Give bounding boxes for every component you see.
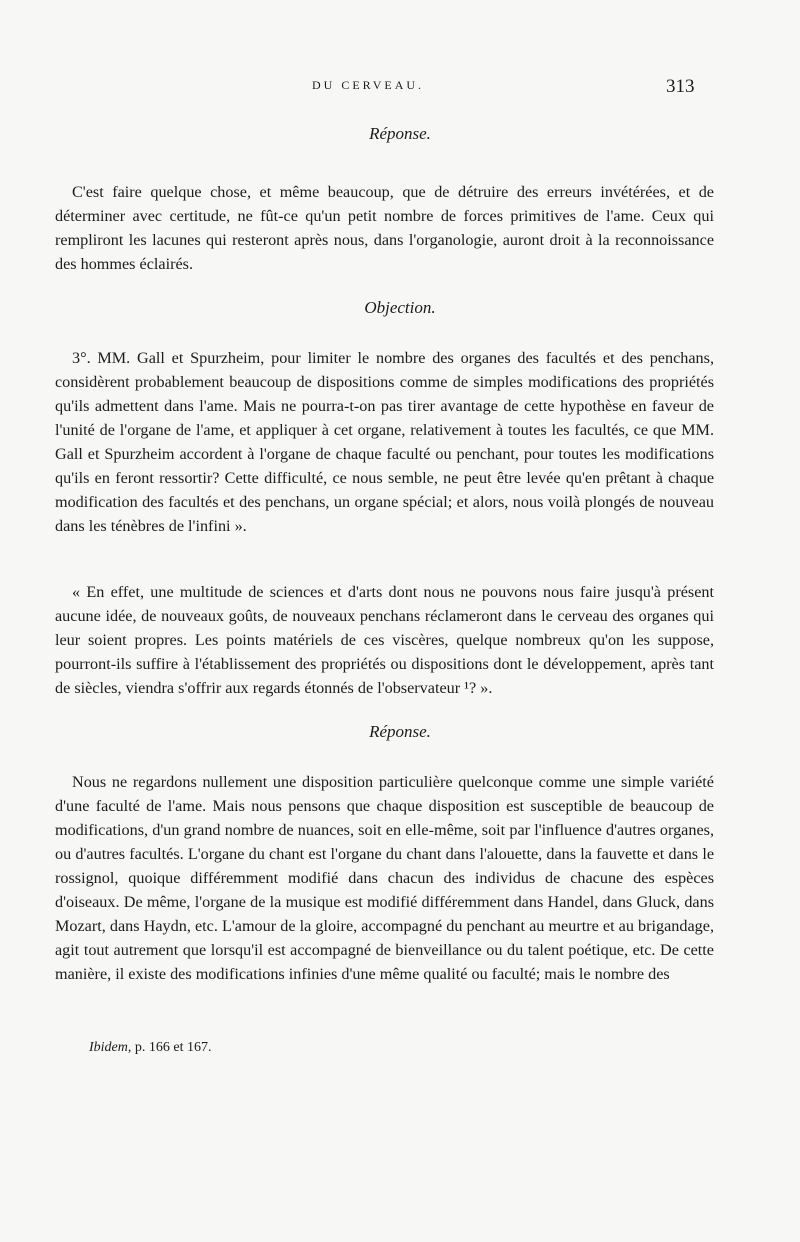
paragraph-text: « En effet, une multitude de sciences et d'arts dont nous ne pouvons nous faire jusqu'à présent aucune idée, de nouveaux goûts, de nouveaux penchans réclameront dans le cerveau des organes qui leur soient propres. Les points matériels de ces viscères, quelque nombreux qu'on les suppose, pourront-ils suffire à l'établissement des propriétés ou dispositions dont le développement, après tant de siècles, viendra s'offrir aux regards étonnés de l'observateur ¹? ».	[55, 583, 714, 697]
running-title: DU CERVEAU.	[312, 78, 425, 92]
paragraph-text: 3°. MM. Gall et Spurzheim, pour limiter le nombre des organes des facultés et des penchans, considèrent probablement beaucoup de dispositions comme de simples modifications des propriétés qu'ils admettent dans l'ame. Mais ne pourra-t-on pas tirer avantage de cette hypothèse en faveur de l'unité de l'organe de l'ame, et appliquer à cet organe, relativement à toutes les facultés, ce que MM. Gall et Spurzheim accordent à l'organe de chaque faculté ou penchant, pour toutes les modifications qu'ils en feront ressortir? Cette difficulté, ce nous semble, ne peut être levée qu'en prêtant à chaque modification des facultés et des penchans, un organe spécial; et alors, nous voilà plongés de nouveau dans les ténèbres de l'infini ».	[55, 349, 714, 535]
page-number: 313	[666, 76, 695, 97]
footnote	[89, 1040, 212, 1056]
reponse-paragraph-1	[55, 180, 714, 276]
reponse-paragraph-2	[55, 770, 714, 986]
quote-paragraph	[55, 580, 714, 700]
reponse-heading-2: Réponse.	[369, 722, 431, 741]
paragraph-text: Nous ne regardons nullement une disposition particulière quelconque comme une simple variété d'une faculté de l'ame. Mais nous pensons que chaque disposition est susceptible de beaucoup de modifications, d'un grand nombre de nuances, soit en elle-même, soit par l'influence d'autres organes, ou d'autres facultés. L'organe du chant est l'organe du chant dans l'alouette, dans la fauvette et dans le rossignol, quoique différemment modifié dans chacun des individus de chacune des espèces d'oiseaux. De même, l'organe de la musique est modifié différemment dans Handel, dans Gluck, dans Mozart, dans Haydn, etc. L'amour de la gloire, accompagné du penchant au meurtre et au brigandage, agit tout autrement que lorsqu'il est accompagné de bienveillance ou du talent poétique, etc. De cette manière, il existe des modifications infinies d'une même qualité ou faculté; mais le nombre des	[55, 773, 714, 983]
objection-paragraph	[55, 346, 714, 538]
page-header	[0, 76, 800, 100]
paragraph-text: C'est faire quelque chose, et même beaucoup, que de détruire des erreurs invétérées, et de déterminer avec certitude, ne fût-ce qu'un petit nombre de forces primitives de l'ame. Ceux qui rempliront les lacunes qui resteront après nous, dans l'organologie, auront droit à la reconnoissance des hommes éclairés.	[55, 183, 714, 273]
footnote-text: , p. 166 et 167.	[127, 1040, 212, 1055]
reponse-heading-1: Réponse.	[369, 124, 431, 143]
footnote-ref: Ibidem	[89, 1040, 128, 1055]
objection-heading: Objection.	[364, 298, 436, 317]
